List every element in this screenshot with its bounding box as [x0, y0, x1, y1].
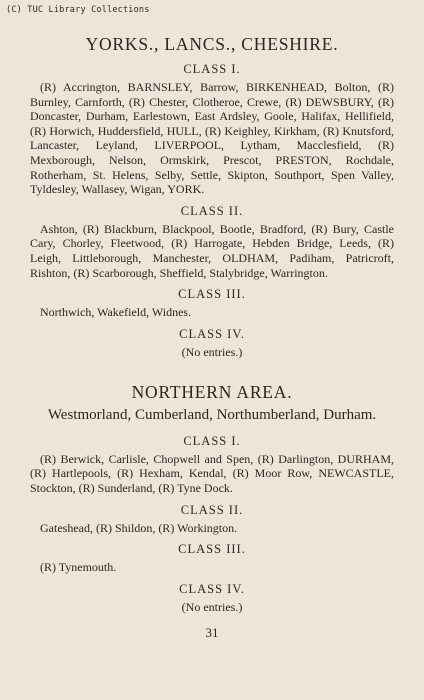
class-heading: CLASS IV. — [179, 581, 245, 596]
class-paragraph: Ashton, (R) Blackburn, Blackpool, Bootle, Bradford, (R) Bury, Castle Cary, Chorley, Fleetwood, (R) Harrogate, Hebden Bridge, Leeds, (R) Leigh, Littleborough, Manchester, OLDHAM, Padiham, Patricroft, Rishton, (R) Scarborough, Sheffield, Stalybridge, Warrington. — [30, 221, 394, 280]
class-heading: CLASS II. — [180, 203, 244, 218]
class-heading: CLASS IV. — [179, 326, 245, 341]
class-heading: CLASS I. — [183, 62, 241, 76]
class-paragraph: Gateshead, (R) Shildon, (R) Workington. — [40, 520, 238, 535]
page-content — [30, 34, 394, 641]
class-paragraph: (R) Berwick, Carlisle, Chopwell and Spen, (R) Darlington, DURHAM, (R) Hartlepools, (R) Hexham, Kendal, (R) Moor Row, NEWCASTLE, Stockton, (R) Sunderland, (R) Tyne Dock. — [30, 451, 394, 495]
class-heading: CLASS I. — [183, 433, 241, 448]
region-heading-northern: NORTHERN AREA. — [131, 381, 293, 402]
class-paragraph: Northwich, Wakefield, Widnes. — [40, 305, 192, 320]
region-heading-yorks: YORKS., LANCS., CHESHIRE. — [85, 34, 339, 54]
class-paragraph: (R) Tynemouth. — [40, 560, 117, 575]
page-number: 31 — [205, 624, 219, 640]
class-heading: CLASS III. — [178, 542, 246, 557]
class-heading: CLASS II. — [180, 502, 244, 517]
class-heading: CLASS III. — [178, 287, 246, 302]
region-subheading: Westmorland, Cumberland, Northumberland, Durham. — [47, 406, 377, 423]
class-paragraph: (R) Accrington, BARNSLEY, Barrow, BIRKENHEAD, Bolton, (R) Burnley, Carnforth, (R) Chester, Clotheroe, Crewe, (R) DEWSBURY, (R) Doncaster, Durham, Earlestown, East Ardsley, Goole, Halifax, Hellifield, (R) Horwich, Huddersfield, HULL, (R) Keighley, Kirkham, (R) Knutsford, Lancaster, Leyland, LIVERPOOL, Lytham, Macclesfield, (R) Mexborough, Nelson, Ormskirk, Prescot, PRESTON, Rochdale, Rotherham, St. Helens, Selby, Settle, Skipton, Southport, Spen Valley, Tyldesley, Wallasey, Wigan, YORK. — [30, 80, 394, 197]
no-entries-note: (No entries.) — [181, 599, 243, 614]
no-entries-note: (No entries.) — [181, 344, 243, 359]
copyright-watermark: (C) TUC Library Collections — [6, 5, 150, 15]
